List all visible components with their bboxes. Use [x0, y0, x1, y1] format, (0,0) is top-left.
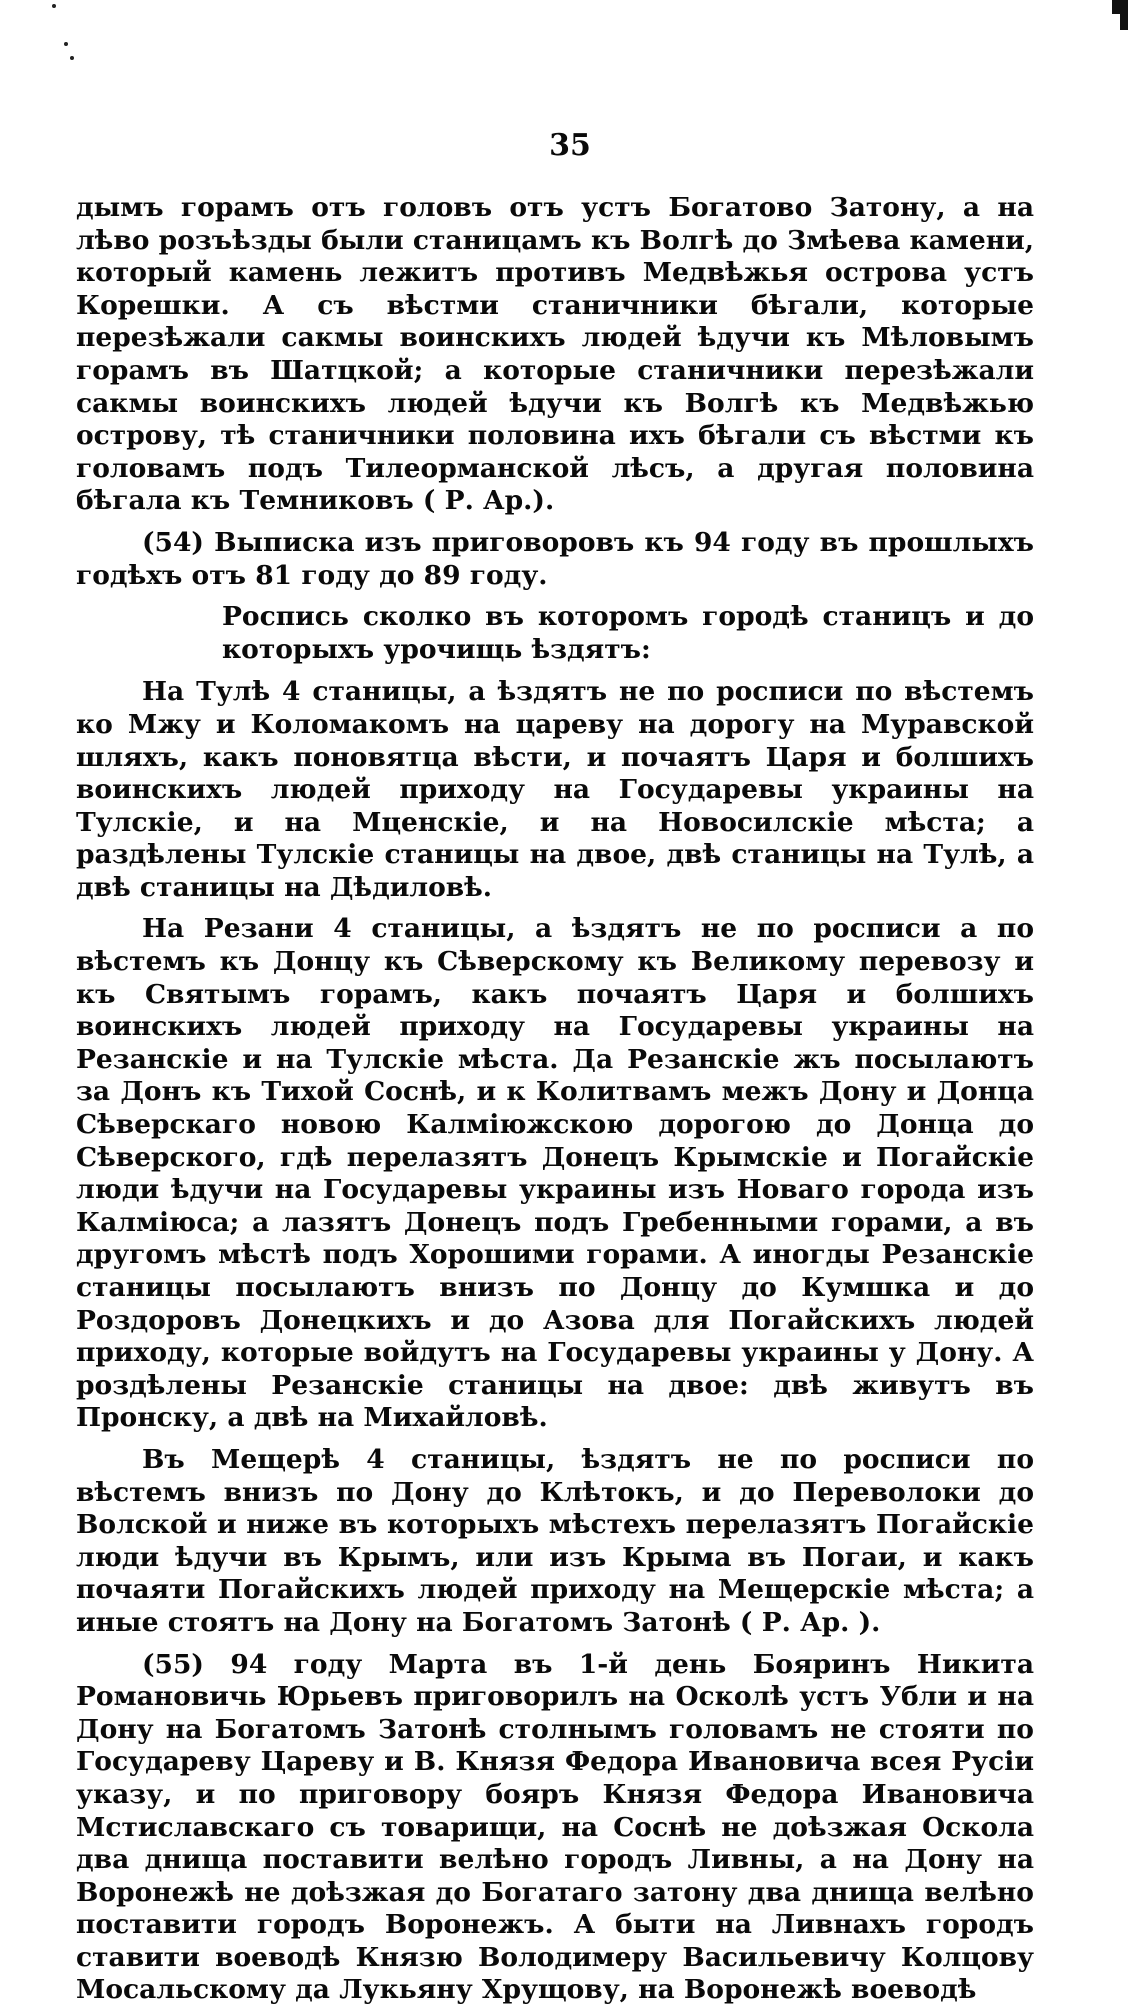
scan-speck	[52, 4, 56, 8]
scan-speck	[64, 42, 68, 46]
scan-corner-mark	[1120, 0, 1128, 30]
section-heading: Роспись сколко въ которомъ городѣ станицъ и до которыхъ урочищь ѣздятъ:	[222, 601, 1034, 665]
paragraph: (55) 94 году Марта въ 1-й день Бояринъ Никита Романовичь Юрьевъ приговорилъ на Осколѣ устъ Убли и на Дону на Богатомъ Затонѣ столнымъ головамъ не стояти по Государеву Цареву и В. Князя Федора Ивановича всея Русіи указу, и по приговору бояръ Князя Федора Ивановича Мстиславскаго съ товарищи, на Соснѣ не доѣзжая Оскола два днища поставити велѣно городъ Ливны, а на Дону на Воронежѣ не доѣзжая до Богатаго затону два днища велѣно поставити городъ Воронежъ. А быти на Ливнахъ городъ ставити воеводѣ Князю Володимеру Васильевичу Колцову Мосальскому да Лукьяну Хрущову, на Воронежѣ воеводѣ	[76, 1648, 1034, 2006]
paragraph: дымъ горамъ отъ головъ отъ устъ Богатово Затону, а на лѣво розъѣзды были станицамъ къ Волгѣ до Змѣева камени, который камень лежитъ противъ Медвѣжья острова устъ Корешки. А съ вѣстми станичники бѣгали, которые перезѣжали сакмы воинскихъ людей ѣдучи къ Мѣловымъ горамъ въ Шатцкой; а которые станичники перезѣжали сакмы воинскихъ людей ѣдучи къ Волгѣ къ Медвѣжью острову, тѣ станичники половина ихъ бѣгали съ вѣстми къ головамъ подъ Тилеорманской лѣсъ, а другая половина бѣгала къ Темниковъ ( Р. Ар.).	[76, 192, 1034, 517]
paragraph: Въ Мещерѣ 4 станицы, ѣздятъ не по росписи по вѣстемъ внизъ по Дону до Клѣтокъ, и до Переволоки до Волской и ниже въ которыхъ мѣстехъ перелазятъ Погайскіе люди ѣдучи въ Крымъ, или изъ Крыма въ Погаи, и какъ почаяти Погайскихъ людей приходу на Мещерскіе мѣста; а иные стоятъ на Дону на Богатомъ Затонѣ ( Р. Ар. ).	[76, 1443, 1034, 1638]
page-number: 35	[549, 128, 591, 163]
paragraph: На Резани 4 станицы, а ѣздятъ не по росписи а по вѣстемъ къ Донцу къ Сѣверскому къ Великому перевозу и къ Святымъ горамъ, какъ почаятъ Царя и болшихъ воинскихъ людей приходу на Государевы украины на Резанскіе и на Тулскіе мѣста. Да Резанскіе жъ посылаютъ за Донъ къ Тихой Соснѣ, и к Колитвамъ межъ Дону и Донца Сѣверскаго новою Калміюжскою дорогою до Донца до Сѣверского, гдѣ перелазятъ Донецъ Крымскіе и Погайскіе люди ѣдучи на Государевы украины изъ Новаго города изъ Калміюса; а лазятъ Донецъ подъ Гребенными горами, а въ другомъ мѣстѣ подъ Хорошими горами. А иногды Резанскіе станицы посылаютъ внизъ по Донцу до Кумшка и до Роздоровъ Донецкихъ и до Азова для Погайскихъ людей приходу, которые войдутъ на Государевы украины у Дону. А роздѣлены Резанскіе станицы на двое: двѣ живутъ въ Пронску, а двѣ на Михайловѣ.	[76, 913, 1034, 1434]
body-text	[76, 192, 1034, 2016]
paragraph: На Тулѣ 4 станицы, а ѣздятъ не по росписи по вѣстемъ ко Мжу и Коломакомъ на цареву на дорогу на Муравской шляхъ, какъ поновятца вѣсти, и почаятъ Царя и болшихъ воинскихъ людей приходу на Государевы украины на Тулскіе, и на Мценскіе, и на Новосилскіе мѣста; а раздѣлены Тулскіе станицы на двое, двѣ станицы на Тулѣ, а двѣ станицы на Дѣдиловѣ.	[76, 676, 1034, 903]
scan-speck	[70, 56, 74, 60]
paragraph: (54) Выписка изъ приговоровъ къ 94 году въ прошлыхъ годѣхъ отъ 81 году до 89 году.	[76, 526, 1034, 591]
